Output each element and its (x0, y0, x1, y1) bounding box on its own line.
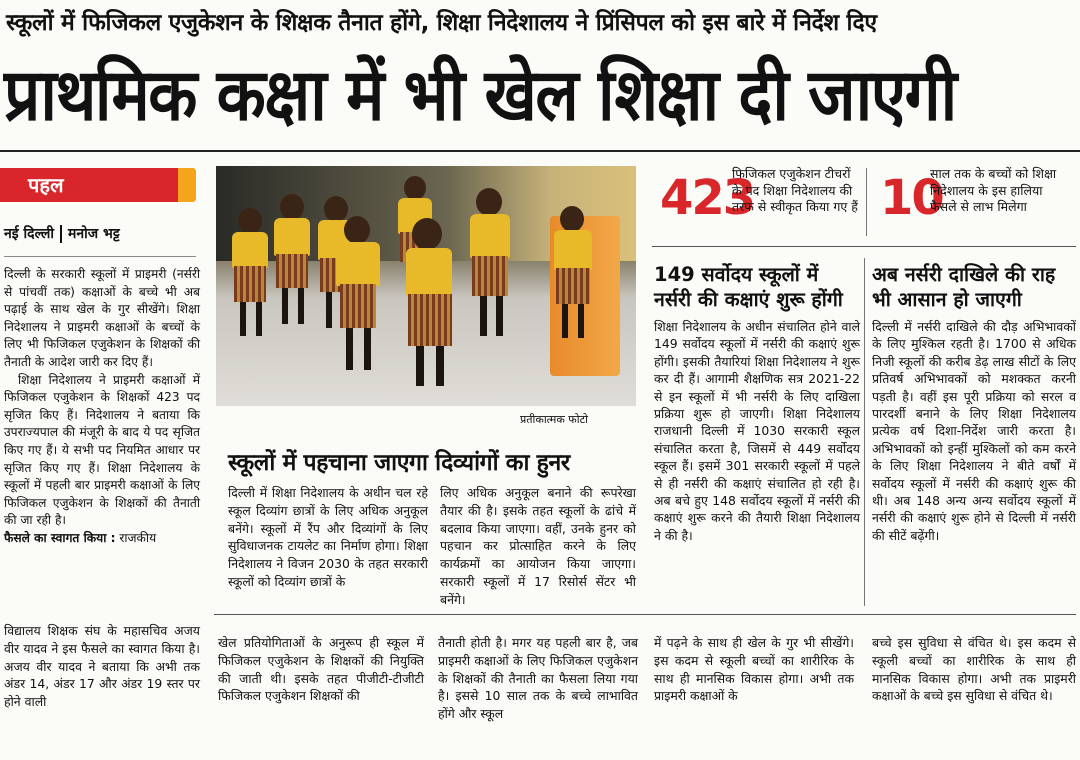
disabled-column-1: दिल्ली में शिक्षा निदेशालय के अधीन चल रहे स्कूल दिव्यांग छात्रों के लिए अधिक अनुकूल बनेंगे। स्कूलों में रैंप और दिव्यांगों के लिए सुविधाजनक टायलेट का निर्माण होगा। शिक्षा निदेशालय ने विजन 2030 के तहत सरकारी स्कूलों को दिव्यांग छात्रों के (228, 485, 428, 589)
stats-divider (866, 168, 867, 236)
disabled-students-headline: स्कूलों में पहचाना जाएगा दिव्यांगों का हुनर (228, 450, 570, 476)
nursery-headline: अब नर्सरी दाखिले की राह भी आसान हो जाएगी (872, 263, 1056, 311)
photo-caption: प्रतीकात्मक फोटो (520, 413, 589, 426)
byline-author: मनोज भट्ट (68, 226, 120, 242)
nursery-body: दिल्ली में नर्सरी दाखिले की दौड़ अभिभावकों के लिए मुश्किल रहती है। 1700 से अधिक निजी स्कूलों की करीब डेढ़ लाख सीटों के लिए प्रतिवर्ष अभिभावकों को मशक्कत करनी पड़ती है। वहीं इस पूरी प्रक्रिया को सरल व पारदर्शी बनाने के लिए शिक्षा निदेशालय प्रत्येक वर्ष दिशा-निर्देश जारी करता है। अभिभावकों को इन्हीं मुश्किलों को कम करने के लिए शिक्षा निदेशालय ने बीते वर्षों में सर्वोदय स्कूलों में नर्सरी की कक्षाएं शुरू की थी। अब 148 अन्य अन्य सर्वोदय स्कूलों में नर्सरी की कक्षाएं शुरू होने से दिल्ली में नर्सरी की सीटें बढ़ेंगी। (872, 319, 1076, 543)
bottom-column-5: बच्चे इस सुविधा से वंचित थे। इस कदम से स्कूली बच्चों का शारीरिक के साथ ही मानसिक विकास होगा। अभी तक प्राइमरी कक्षाओं के बच्चे इस सुविधा से वंचित थे। (872, 635, 1076, 704)
bottom-column-2: खेल प्रतियोगिताओं के अनुरूप ही स्कूल में फिजिकल एजुकेशन के शिक्षकों की नियुक्ति की जाती थी। इसके तहत पीजीटी-टीजीटी फिजिकल एजुकेशन शिक्षकों की (218, 635, 424, 704)
main-headline: प्राथमिक कक्षा में भी खेल शिक्षा दी जाएगी (4, 54, 956, 138)
bottom-column-4: में पढ़ने के साथ ही खेल के गुर भी सीखेंगे। इस कदम से स्कूली बच्चों का शारीरिक के साथ ही मानसिक विकास होगा। अभी तक प्राइमरी कक्षाओं के (654, 635, 854, 704)
column-divider (864, 258, 865, 606)
kicker-headline: स्कूलों में फिजिकल एजुकेशन के शिक्षक तैनात होंगे, शिक्षा निदेशालय ने प्रिंसिपल को इस बारे में निर्देश दिए (6, 10, 877, 36)
stat-number-423: 423 (660, 170, 755, 226)
section-tag-label: पहल (28, 173, 64, 197)
intro-column (4, 266, 200, 548)
bottom-section-rule (214, 614, 1076, 615)
byline-rule (4, 256, 196, 257)
intro-subhead: फैसले का स्वागत किया : (4, 530, 116, 545)
bottom-column-3: तैनाती होती है। मगर यह पहली बार है, जब प्राइमरी कक्षाओं के लिए फिजिकल एजुकेशन के शिक्षकों की तैनाती का फैसला लिया गया है। इससे 10 साल तक के बच्चे लाभावित होंगे और स्कूल (438, 635, 638, 722)
intro-paragraph-1: दिल्ली के सरकारी स्कूलों में प्राइमरी (नर्सरी से पांचवीं तक) कक्षाओं के बच्चे भी अब पढ़ाई के साथ खेल के गुर सीखेंगे। शिक्षा निदेशालय ने प्राइमरी कक्षाओं के बच्चों के लिए भी फिजिकल एजुकेशन के शिक्षकों की तैनाती के आदेश जारी कर दिए हैं। (4, 267, 200, 369)
sarvodaya-body: शिक्षा निदेशालय के अधीन संचालित होने वाले 149 सर्वोदय स्कूलों में नर्सरी की कक्षाएं शुरू होंगी। इसकी तैयारियां शिक्षा निदेशालय ने शुरू कर दी हैं। आगामी शैक्षणिक सत्र 2021-22 से इन स्कूलों में भी नर्सरी के लिए दाखिला प्रक्रिया शुरू हो जाएगी। शिक्षा निदेशालय राजधानी दिल्ली में 1030 सरकारी स्कूल संचालित करता है, जिसमें से 449 सर्वोदय स्कूल हैं। इसमें 301 सरकारी स्कूलों में पहले से ही नर्सरी की कक्षाएं संचालित हो रही है। अब बचे हुए 148 सर्वोदय स्कूलों में नर्सरी की कक्षाएं शुरू करने की तैयारी शिक्षा निदेशालय ने की है। (654, 319, 860, 543)
stats-rule (652, 246, 1076, 247)
intro-paragraph-3: फैसले का स्वागत किया : राजकीय (4, 530, 157, 545)
byline-city: नई दिल्ली (4, 226, 55, 242)
stat-number-10: 10 (880, 170, 943, 226)
stat-text-10: साल तक के बच्चों को शिक्षा निदेशालय के इस हालिया फैसले से लाभ मिलेगा (930, 166, 1057, 214)
children-photo (216, 166, 636, 406)
disabled-column-2: लिए अधिक अनुकूल बनाने की रूपरेखा तैयार की है। इसके तहत स्कूलों के ढांचे में बदलाव किया जाएगा। वहीं, उनके हुनर को पहचान कर प्रोत्साहित करने के लिए कार्यक्रमों का आयोजन किया जाएगा। सरकारी स्कूलों में 17 रिसोर्स सेंटर भी बनेंगे। (440, 485, 636, 607)
headline-rule (0, 150, 1080, 152)
section-tag (0, 168, 196, 202)
bottom-column-1: विद्यालय शिक्षक संघ के महासचिव अजय वीर यादव ने इस फैसले का स्वागत किया है। अजय वीर यादव ने बताया कि अभी तक अंडर 14, अंडर 17 और अंडर 19 स्तर पर होने वाली (4, 623, 200, 710)
byline (4, 224, 120, 243)
sarvodaya-headline: 149 सर्वोदय स्कूलों में नर्सरी की कक्षाएं शुरू होंगी (654, 263, 843, 311)
intro-paragraph-2: शिक्षा निदेशालय ने प्राइमरी कक्षाओं में फिजिकल एजुकेशन के शिक्षकों 423 पद सृजित किए हैं। निदेशालय ने बताया कि उपराज्यपाल की मंजूरी के बाद ये पद सृजित किए गए हैं। ये सभी पद नियमित आधार पर सृजित किए गए हैं। शिक्षा निदेशालय के स्कूलों में पहली बार प्राइमरी कक्षाओं के लिए फिजिकल एजुकेशन के शिक्षकों की तैनाती की जा रही है। (4, 372, 200, 528)
stat-text-423: फिजिकल एजुकेशन टीचरों के पद शिक्षा निदेशालय की तरफ से स्वीकृत किया गए हैं (732, 166, 858, 214)
byline-separator (60, 225, 62, 243)
